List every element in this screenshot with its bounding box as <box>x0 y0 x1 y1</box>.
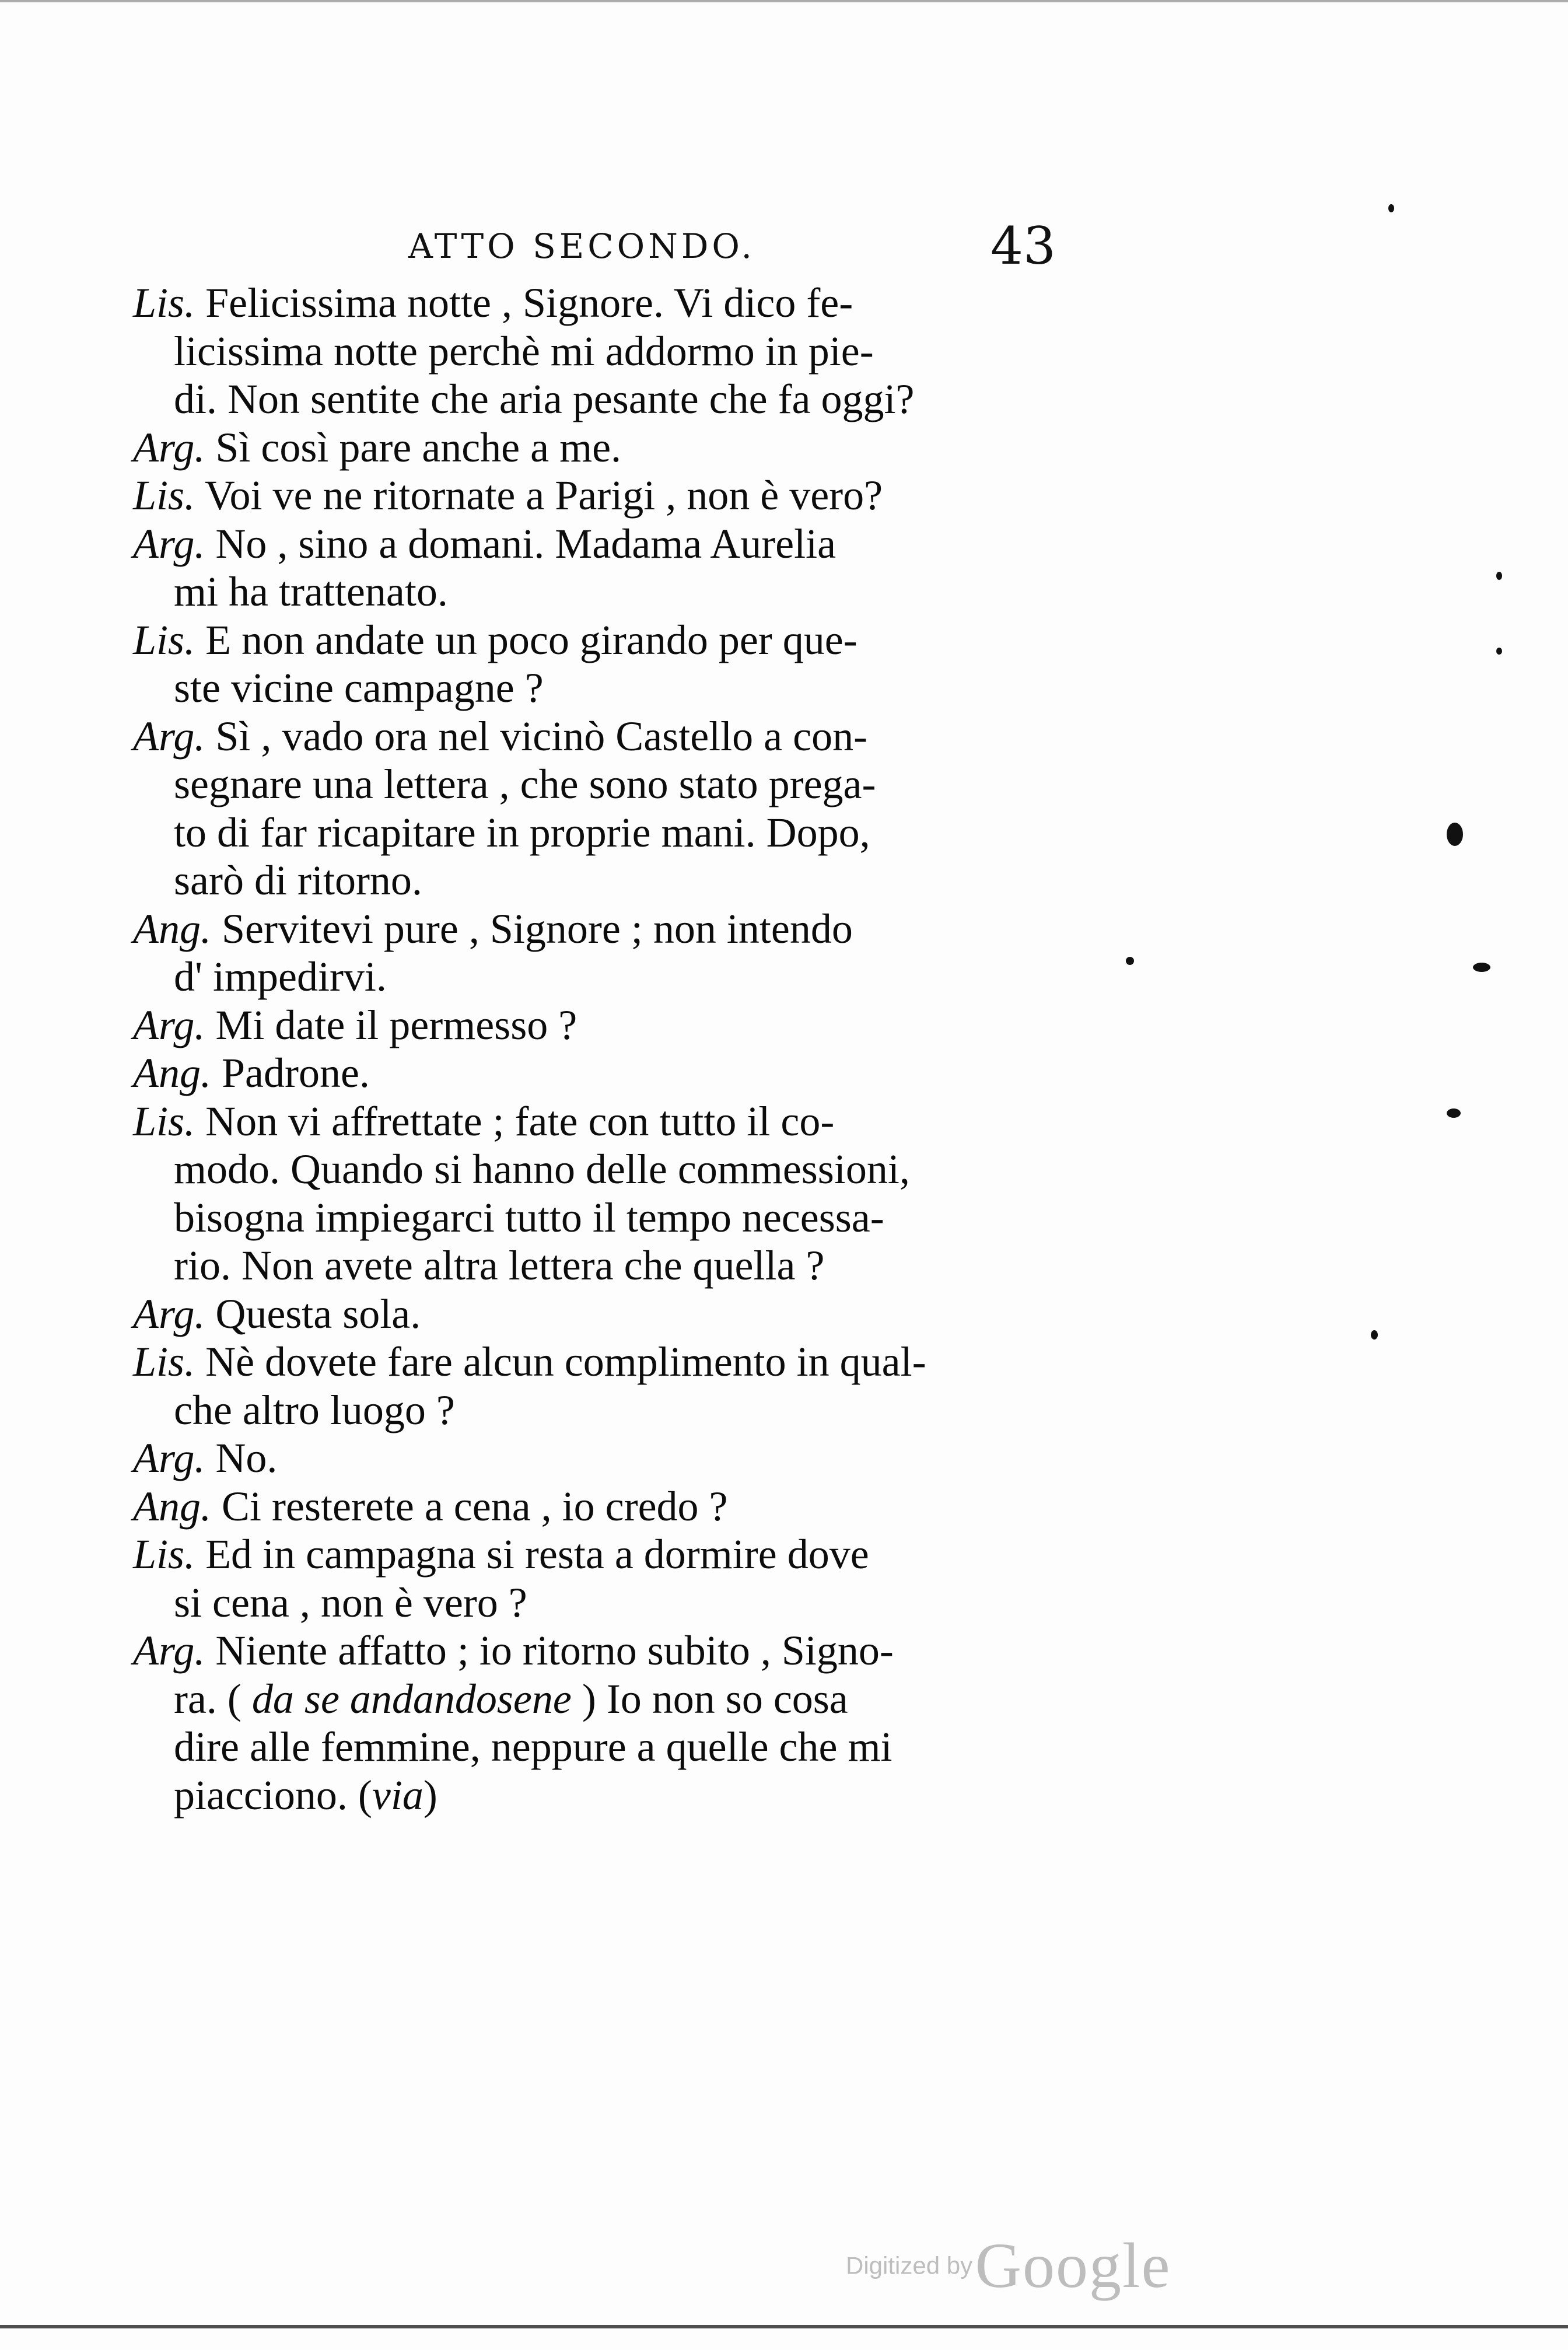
text-line <box>133 279 1066 327</box>
watermark-prefix: Digitized by <box>846 2251 973 2279</box>
line-text: Non vi affrettate ; fate con tutto il co- <box>195 1097 835 1145</box>
line-text: Felicissima notte , Signore. Vi dico fe- <box>195 279 853 326</box>
text-line <box>133 1242 1066 1290</box>
text-line <box>133 1290 1066 1338</box>
speaker-label: Lis. <box>133 472 195 519</box>
digitized-by-google-watermark <box>846 2229 1171 2303</box>
text-line <box>133 1482 1066 1531</box>
text-line <box>133 953 1066 1001</box>
line-text: Sì , vado ora nel vicinò Castello a con- <box>205 712 868 760</box>
line-text: dire alle femmine, neppure a quelle che mi <box>174 1723 892 1770</box>
line-text: No. <box>205 1435 278 1481</box>
text-line <box>133 905 1066 953</box>
scan-speck <box>1371 1330 1378 1340</box>
scan-speck <box>1126 957 1134 965</box>
line-text: segnare una lettera , che sono stato prega- <box>174 761 876 807</box>
line-text: Niente affatto ; io ritorno subito , Signo- <box>205 1627 894 1674</box>
line-text-continued: ) Io non so cosa <box>571 1675 848 1722</box>
text-line <box>133 520 1066 568</box>
line-text: piacciono. ( <box>174 1771 372 1819</box>
dialogue-text <box>133 279 1066 1819</box>
stage-direction: via <box>372 1771 424 1819</box>
line-text: di. Non sentite che aria pesante che fa oggi? <box>174 376 915 422</box>
page-number: 43 <box>991 216 1056 276</box>
line-text: Voi ve ne ritornate a Parigi , non è vero? <box>195 472 883 519</box>
line-text: Questa sola. <box>205 1290 421 1337</box>
line-text: No , sino a domani. Madama Aurelia <box>205 520 836 567</box>
line-text: sarò di ritorno. <box>174 857 422 904</box>
text-line <box>133 1675 1066 1723</box>
text-line <box>133 712 1066 761</box>
line-text: E non andate un poco girando per que- <box>195 616 858 663</box>
text-line <box>133 1194 1066 1242</box>
line-text: Ci resterete a cena , io credo ? <box>211 1482 728 1530</box>
text-line <box>133 568 1066 616</box>
text-line <box>133 471 1066 520</box>
speaker-label: Lis. <box>133 1338 195 1385</box>
text-line <box>133 1049 1066 1097</box>
line-text: si cena , non è vero ? <box>174 1579 527 1626</box>
speaker-label: Arg. <box>133 424 205 471</box>
text-line <box>133 1386 1066 1435</box>
text-line <box>133 760 1066 809</box>
speaker-label: Arg. <box>133 1627 205 1674</box>
line-text: rio. Non avete altra lettera che quella ? <box>174 1242 825 1289</box>
line-text-continued: ) <box>423 1771 438 1819</box>
speaker-label: Arg. <box>133 712 205 760</box>
watermark-brand: Google <box>975 2230 1171 2301</box>
text-line <box>133 1097 1066 1146</box>
text-line <box>133 1771 1066 1820</box>
speaker-label: Lis. <box>133 616 195 663</box>
text-line <box>133 375 1066 424</box>
text-line <box>133 809 1066 857</box>
text-line <box>133 424 1066 472</box>
text-line <box>133 1434 1066 1482</box>
line-text: Padrone. <box>211 1050 370 1096</box>
line-text: Servitevi pure , Signore ; non intendo <box>211 905 853 952</box>
line-text: che altro luogo ? <box>174 1386 455 1433</box>
text-line <box>133 664 1066 712</box>
speaker-label: Arg. <box>133 1001 205 1048</box>
page-header <box>408 216 1062 280</box>
text-line <box>133 1723 1066 1771</box>
line-text: Ed in campagna si resta a dormire dove <box>195 1531 869 1578</box>
text-line <box>133 616 1066 665</box>
text-line <box>133 1579 1066 1627</box>
scan-speck <box>1496 648 1502 655</box>
line-text: ra. ( <box>174 1675 252 1722</box>
text-line <box>133 1145 1066 1194</box>
running-head: ATTO SECONDO. <box>408 226 755 266</box>
speaker-label: Arg. <box>133 1290 205 1337</box>
speaker-label: Arg. <box>133 520 205 567</box>
speaker-label: Lis. <box>133 1531 195 1578</box>
scan-speck <box>1447 1108 1461 1118</box>
text-line <box>133 1001 1066 1050</box>
text-line <box>133 1530 1066 1579</box>
line-text: mi ha trattenato. <box>174 568 448 615</box>
line-text: to di far ricapitare in proprie mani. Dopo, <box>174 809 870 856</box>
speaker-label: Ang. <box>133 1482 211 1530</box>
bottom-edge-shadow <box>0 2325 1568 2328</box>
line-text: d' impedirvi. <box>174 953 387 1000</box>
scan-speck <box>1388 204 1394 212</box>
line-text: modo. Quando si hanno delle commessioni, <box>174 1146 910 1193</box>
scan-speck <box>1473 963 1490 972</box>
speaker-label: Lis. <box>133 279 195 326</box>
speaker-label: Ang. <box>133 1050 211 1096</box>
text-line <box>133 856 1066 905</box>
line-text: bisogna impiegarci tutto il tempo necessa- <box>174 1194 884 1241</box>
speaker-label: Ang. <box>133 905 211 952</box>
text-line <box>133 1338 1066 1386</box>
stage-direction: da se andandosene <box>251 1675 572 1722</box>
line-text: Sì così pare anche a me. <box>205 424 622 471</box>
speaker-label: Arg. <box>133 1435 205 1481</box>
line-text: Mi date il permesso ? <box>205 1001 578 1048</box>
line-text: licissima notte perchè mi addormo in pie- <box>174 327 874 375</box>
line-text: Nè dovete fare alcun complimento in qual- <box>195 1338 926 1385</box>
top-edge-shadow <box>0 0 1568 2</box>
line-text: ste vicine campagne ? <box>174 665 544 711</box>
scan-speck <box>1496 572 1502 580</box>
text-line <box>133 1627 1066 1675</box>
speaker-label: Lis. <box>133 1097 195 1145</box>
scan-speck <box>1447 823 1463 846</box>
text-line <box>133 327 1066 376</box>
